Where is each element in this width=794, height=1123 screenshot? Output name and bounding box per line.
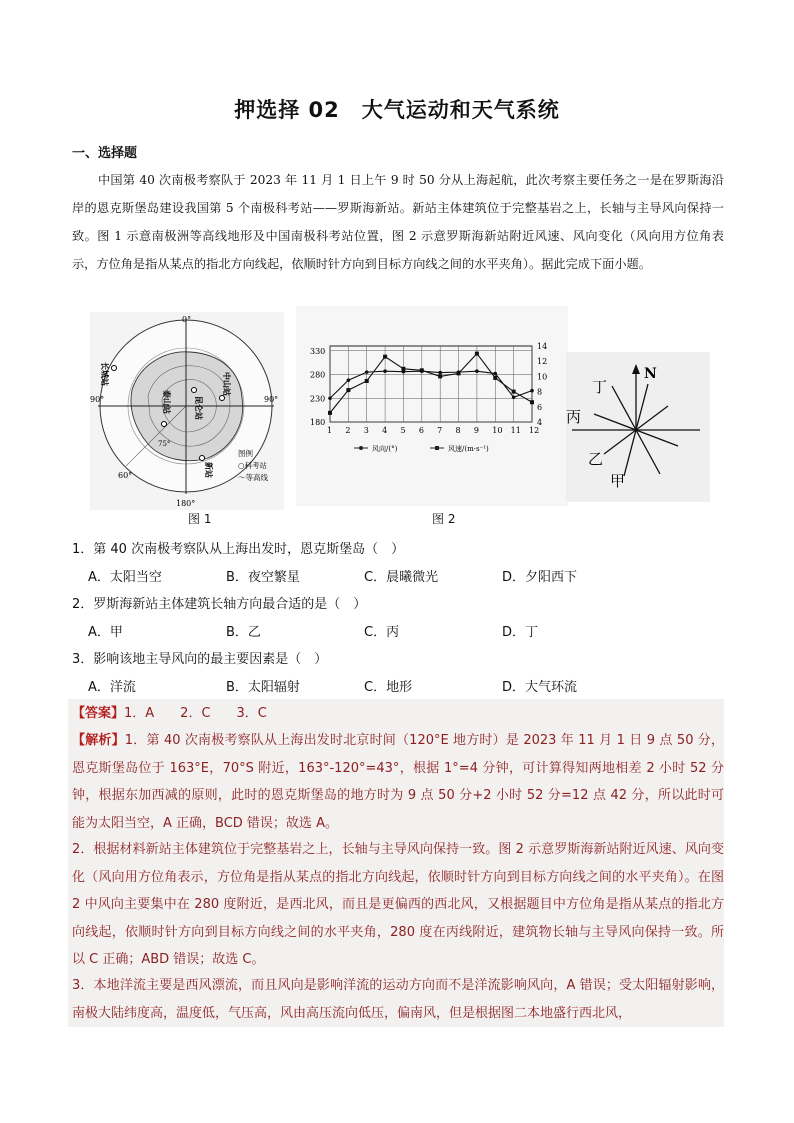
wind-direction-point (365, 370, 369, 374)
wind-direction-point (383, 369, 387, 373)
figure1-caption: 图 1 (188, 512, 212, 526)
wind-speed-point (493, 376, 497, 380)
label-deg60: 60° (118, 471, 133, 480)
q1-option-b[interactable]: B．夜空繁星 (226, 570, 300, 585)
label-bing: 丙 (566, 408, 582, 426)
x-tick-label: 9 (473, 426, 480, 435)
wind-direction-point (438, 371, 442, 375)
q2-option-d[interactable]: D．丁 (502, 625, 539, 640)
analysis-para-3: 3．本地洋流主要是西风漂流，而且风向是影响洋流的运动方向而不是洋流影响风向，A 错误；受太阳辐射影响，南极大陆纬度高，温度低，气压高，风由高压流向低压，偏南风，但是根据图二本地盛行西北风， (72, 978, 724, 1021)
analysis-para-2: 2．根据材料新站主体建筑位于完整基岩之上，长轴与主导风向保持一致。图 2 示意罗斯海新站附近风速、风向变化（风向用方位角表示，方位角是指从某点的指北方向线起，依顺时针方向到目标方向线之间的水平夹角）。在图 2 中风向主要集中在 280 度附近，是西北风，而且是更偏西的西北风，又根据题目中方位角是指从某点的指北方向线起，依顺时针方向到目标方向线之间的水平夹角，280 度在丙线附近，建筑物长轴与主导风向保持一致。所以 C 正确；ABD 错误；故选 C。 (72, 842, 724, 968)
label-deg90e: 90° (264, 395, 279, 404)
q3-option-c[interactable]: C．地形 (364, 680, 413, 695)
left-tick-label: 180 (310, 418, 326, 427)
page-title: 押选择 02 大气运动和天气系统 (234, 98, 560, 122)
x-tick-label: 7 (437, 426, 443, 435)
label-deg0: 0° (182, 315, 192, 324)
analysis-para-1 (72, 727, 724, 837)
wind-direction-point (328, 396, 332, 400)
direction-diagram (566, 352, 710, 502)
wind-direction-point (475, 369, 479, 373)
wind-direction-point (530, 389, 534, 393)
intro-paragraph: 中国第 40 次南极考察队于 2023 年 11 月 1 日上午 9 时 50 分从上海起航，此次考察主要任务之一是在罗斯海沿岸的恩克斯堡岛建设我国第 5 个南极科考站——罗斯海新站。新站主体建筑位于完整基岩之上，长轴与主导风向保持一致。图 1 示意南极洲等高线地形及中国南极科考站位置，图 2 示意罗斯海新站附近风速、风向变化（风向用方位角表示，方位角是指从某点的指北方向线起，依顺时针方向到目标方向线之间的水平夹角）。据此完成下面小题。 (72, 173, 724, 271)
label-deg180: 180° (176, 499, 196, 508)
right-tick-label: 14 (537, 342, 548, 351)
wind-speed-point (346, 388, 350, 392)
station-new-label: 新站 (204, 462, 214, 478)
x-tick-label: 4 (382, 426, 388, 435)
x-tick-label: 6 (418, 426, 424, 435)
wind-speed-point (457, 371, 461, 375)
legend-item-station: ○科考站 (238, 461, 268, 470)
right-tick-label: 10 (537, 372, 548, 382)
q2-option-c[interactable]: C．丙 (364, 625, 400, 640)
section-heading: 一、选择题 (72, 146, 138, 161)
wind-speed-point (328, 411, 332, 415)
wind-direction-point (347, 378, 351, 382)
label-deg90w: 90° (90, 395, 105, 404)
question-3-options (88, 676, 708, 695)
x-tick-label: 10 (492, 426, 503, 435)
legend-item-contour: ～等高线 (238, 473, 268, 482)
left-tick-label: 330 (310, 346, 326, 356)
wind-speed-point (512, 390, 516, 394)
question-2-options (88, 621, 708, 640)
wind-speed-point (383, 355, 387, 359)
antarctica-map (90, 312, 284, 510)
x-tick-label: 3 (363, 426, 369, 435)
analysis-text-1: 1．第 40 次南极考察队从上海出发时北京时间（120°E 地方时）是 2023 年 11 月 1 日 9 点 50 分，恩克斯堡岛位于 163°E，70°S 附近，163°-120°=43°，根据 1°=4 分钟，可计算得知两地相差 2 小时 52 分钟，根据东加西减的原则，此时的恩克斯堡岛的地方时为 9 点 50 分+2 小时 52 分=12 点 42 分，所以此时可能为太阳当空，A 正确，BCD 错误；故选 A。 (72, 733, 724, 831)
label-ding: 丁 (592, 378, 608, 396)
right-tick-label: 12 (537, 357, 548, 367)
wind-direction-point (512, 396, 516, 400)
wind-speed-point (420, 368, 424, 372)
label-jia: 甲 (610, 472, 626, 490)
left-tick-label: 230 (310, 394, 326, 404)
legend-wind-speed: 风速/(m·s⁻¹) (448, 445, 489, 453)
q1-option-d[interactable]: D．夕阳西下 (502, 570, 578, 585)
x-tick-label: 2 (345, 426, 351, 435)
legend-wind-direction: 风向/(°) (372, 445, 398, 453)
question-1-options (88, 566, 708, 585)
question-3-stem: 3．影响该地主导风向的最主要因素是（ ） (72, 652, 328, 667)
answer-text: 1．A 2．C 3．C (124, 706, 267, 721)
answer-line (72, 700, 724, 728)
q1-option-a[interactable]: A．太阳当空 (88, 570, 162, 585)
label-yi: 乙 (588, 450, 604, 468)
x-tick-label: 8 (455, 426, 461, 435)
wind-direction-point (493, 372, 497, 376)
right-tick-label: 4 (537, 418, 543, 427)
x-tick-label: 5 (400, 426, 406, 435)
label-deg75: 75° (158, 440, 171, 448)
q3-option-b[interactable]: B．太阳辐射 (226, 680, 300, 695)
legend-title: 图例 (238, 449, 253, 458)
q3-option-d[interactable]: D．大气环流 (502, 680, 578, 695)
q2-option-b[interactable]: B．乙 (226, 625, 261, 640)
x-tick-label: 1 (327, 426, 333, 435)
figures-area (72, 306, 724, 534)
wind-chart (296, 306, 568, 506)
station-changcheng-label: 长城站 (100, 362, 110, 386)
station-taishan-label: 泰山站 (162, 390, 172, 414)
wind-speed-point (438, 374, 442, 378)
q3-option-a[interactable]: A．洋流 (88, 680, 136, 695)
north-label: N (644, 366, 657, 382)
figure2-caption: 图 2 (432, 512, 456, 526)
question-2-stem: 2．罗斯海新站主体建筑长轴方向最合适的是（ ） (72, 597, 367, 612)
right-tick-label: 8 (537, 387, 543, 397)
station-kunlun-label: 昆仑站 (194, 396, 204, 420)
answer-tag: 【答案】 (72, 706, 125, 721)
left-tick-label: 280 (310, 370, 326, 380)
wind-speed-point (530, 400, 534, 404)
x-tick-label: 11 (510, 426, 521, 435)
question-1-stem: 1．第 40 次南极考察队从上海出发时，恩克斯堡岛（ ） (72, 542, 405, 557)
q1-option-c[interactable]: C．晨曦微光 (364, 570, 439, 585)
wind-speed-point (401, 367, 405, 371)
right-tick-label: 6 (537, 402, 543, 412)
wind-speed-point (365, 379, 369, 383)
q2-option-a[interactable]: A．甲 (88, 625, 123, 640)
x-tick-label: 12 (529, 426, 540, 435)
wind-speed-point (475, 352, 479, 356)
station-zhongshan-label: 中山站 (222, 372, 232, 396)
analysis-tag: 【解析】 (72, 733, 125, 748)
